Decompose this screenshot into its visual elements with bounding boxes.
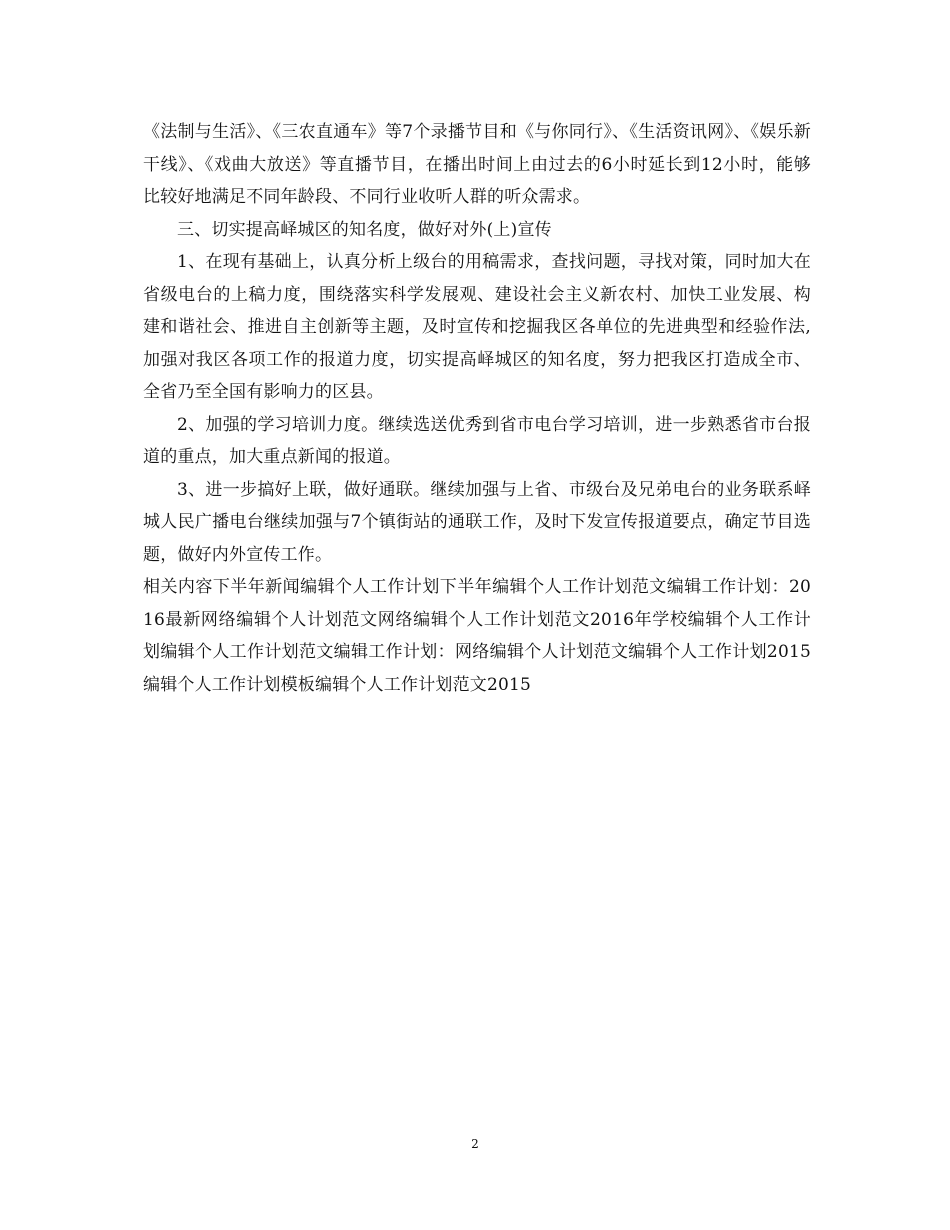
paragraph-program-schedule: 《法制与生活》、《三农直通车》等7个录播节目和《与你同行》、《生活资讯网》、《娱乐新干线》、《戏曲大放送》等直播节目，在播出时间上由过去的6小时延长到12小时，能够比较好地满足不同年龄段、不同行业收听人群的听众需求。 bbox=[143, 122, 811, 207]
paragraph-item-1: 1、在现有基础上，认真分析上级台的用稿需求，查找问题，寻找对策，同时加大在省级电台的上稿力度，围绕落实科学发展观、建设社会主义新农村、加快工业发展、构建和谐社会、推进自主创新等主题，及时宣传和挖掘我区各单位的先进典型和经验作法,加强对我区各项工作的报道力度，切实提高峄城区的知名度，努力把我区打造成全市、全省乃至全国有影响力的区县。 bbox=[143, 252, 811, 402]
paragraph-item-2: 2、加强的学习培训力度。继续选送优秀到省市电台学习培训，进一步熟悉省市台报道的重点，加大重点新闻的报道。 bbox=[143, 414, 811, 467]
page-number: 2 bbox=[471, 1137, 479, 1151]
document-body bbox=[143, 116, 811, 701]
related-content-paragraph: 相关内容下半年新闻编辑个人工作计划下半年编辑个人工作计划范文编辑工作计划：2016最新网络编辑个人计划范文网络编辑个人工作计划范文2016年学校编辑个人工作计划编辑个人工作计划范文编辑工作计划：网络编辑个人计划范文编辑个人工作计划2015编辑个人工作计划模板编辑个人工作计划范文2015 bbox=[143, 577, 811, 695]
section-heading-external-publicity: 三、切实提高峄城区的知名度，做好对外(上)宣传 bbox=[177, 219, 552, 240]
paragraph-item-3: 3、进一步搞好上联，做好通联。继续加强与上省、市级台及兄弟电台的业务联系峄城人民广播电台继续加强与7个镇街站的通联工作，及时下发宣传报道要点，确定节目选题，做好内外宣传工作。 bbox=[143, 479, 811, 565]
